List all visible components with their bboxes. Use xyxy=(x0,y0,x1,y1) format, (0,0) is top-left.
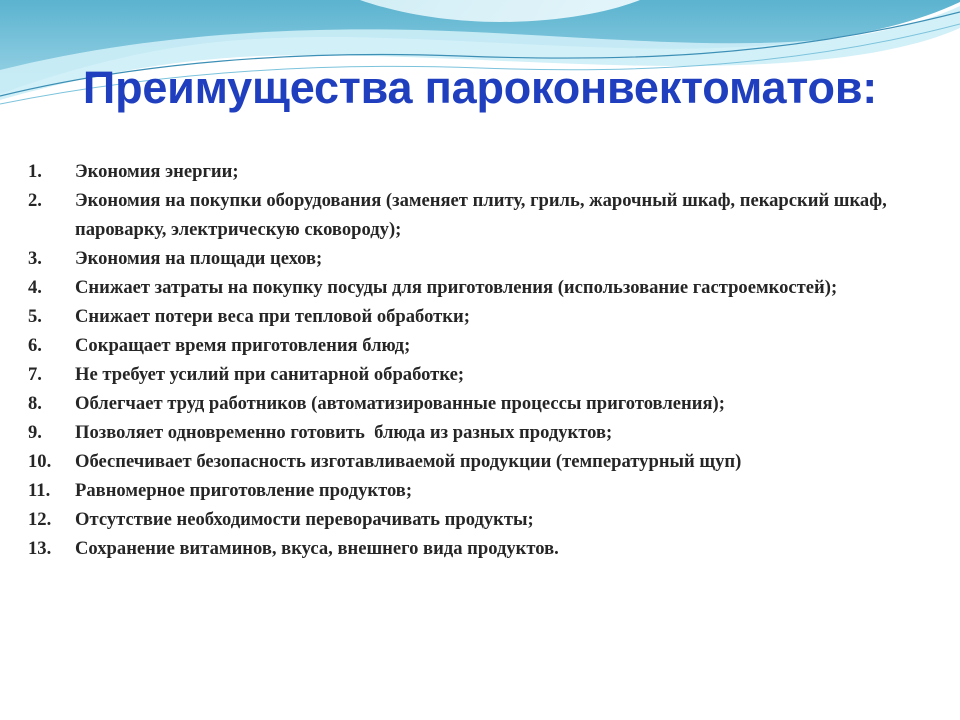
list-item-number: 6. xyxy=(28,335,42,356)
list-item-text: Экономия на площади цехов; xyxy=(75,248,323,269)
list-item-text: Снижает потери веса при тепловой обработки; xyxy=(75,306,470,327)
list-item-text: Снижает затраты на покупку посуды для приготовления (использование гастроемкостей); xyxy=(75,277,838,298)
list-item xyxy=(28,418,908,447)
list-item-number: 4. xyxy=(28,277,42,298)
list-item-number: 13. xyxy=(28,538,52,559)
list-item xyxy=(28,476,908,505)
list-item-text: Сохранение витаминов, вкуса, внешнего вида продуктов. xyxy=(75,538,559,559)
list-item-number: 12. xyxy=(28,509,52,530)
slide-title: Преимущества пароконвектоматов: xyxy=(82,62,878,113)
list-item-number: 8. xyxy=(28,393,42,414)
list-item xyxy=(28,186,908,244)
list-item xyxy=(28,505,908,534)
list-item-text: Экономия энергии; xyxy=(75,161,239,182)
list-item-number: 5. xyxy=(28,306,42,327)
list-item-number: 1. xyxy=(28,161,42,182)
list-item xyxy=(28,244,908,273)
advantages-list xyxy=(28,157,908,563)
list-item xyxy=(28,360,908,389)
list-item xyxy=(28,273,908,302)
list-item xyxy=(28,389,908,418)
list-item-text: Не требует усилий при санитарной обработке; xyxy=(75,364,465,385)
list-item xyxy=(28,157,908,186)
list-item-text: Отсутствие необходимости переворачивать продукты; xyxy=(75,509,534,530)
list-item-text: Сокращает время приготовления блюд; xyxy=(75,335,411,356)
list-item-text: Равномерное приготовление продуктов; xyxy=(75,480,413,501)
list-item-number: 7. xyxy=(28,364,42,385)
list-item-text: Экономия на покупки оборудования (заменяет плиту, гриль, жарочный шкаф, пекарский шкаф, пароварку, электрическую сковороду); xyxy=(75,190,892,240)
list-item-number: 10. xyxy=(28,451,52,472)
list-item xyxy=(28,331,908,360)
list-item-number: 11. xyxy=(28,480,51,501)
list-item xyxy=(28,302,908,331)
list-item-text: Облегчает труд работников (автоматизированные процессы приготовления); xyxy=(75,393,725,414)
list-item-number: 2. xyxy=(28,190,42,211)
list-item-text: Обеспечивает безопасность изготавливаемой продукции (температурный щуп) xyxy=(75,451,742,472)
list-item xyxy=(28,447,908,476)
list-item xyxy=(28,534,908,563)
list-item-number: 9. xyxy=(28,422,42,443)
list-item-text: Позволяет одновременно готовить блюда из разных продуктов; xyxy=(75,422,613,443)
list-item-number: 3. xyxy=(28,248,42,269)
